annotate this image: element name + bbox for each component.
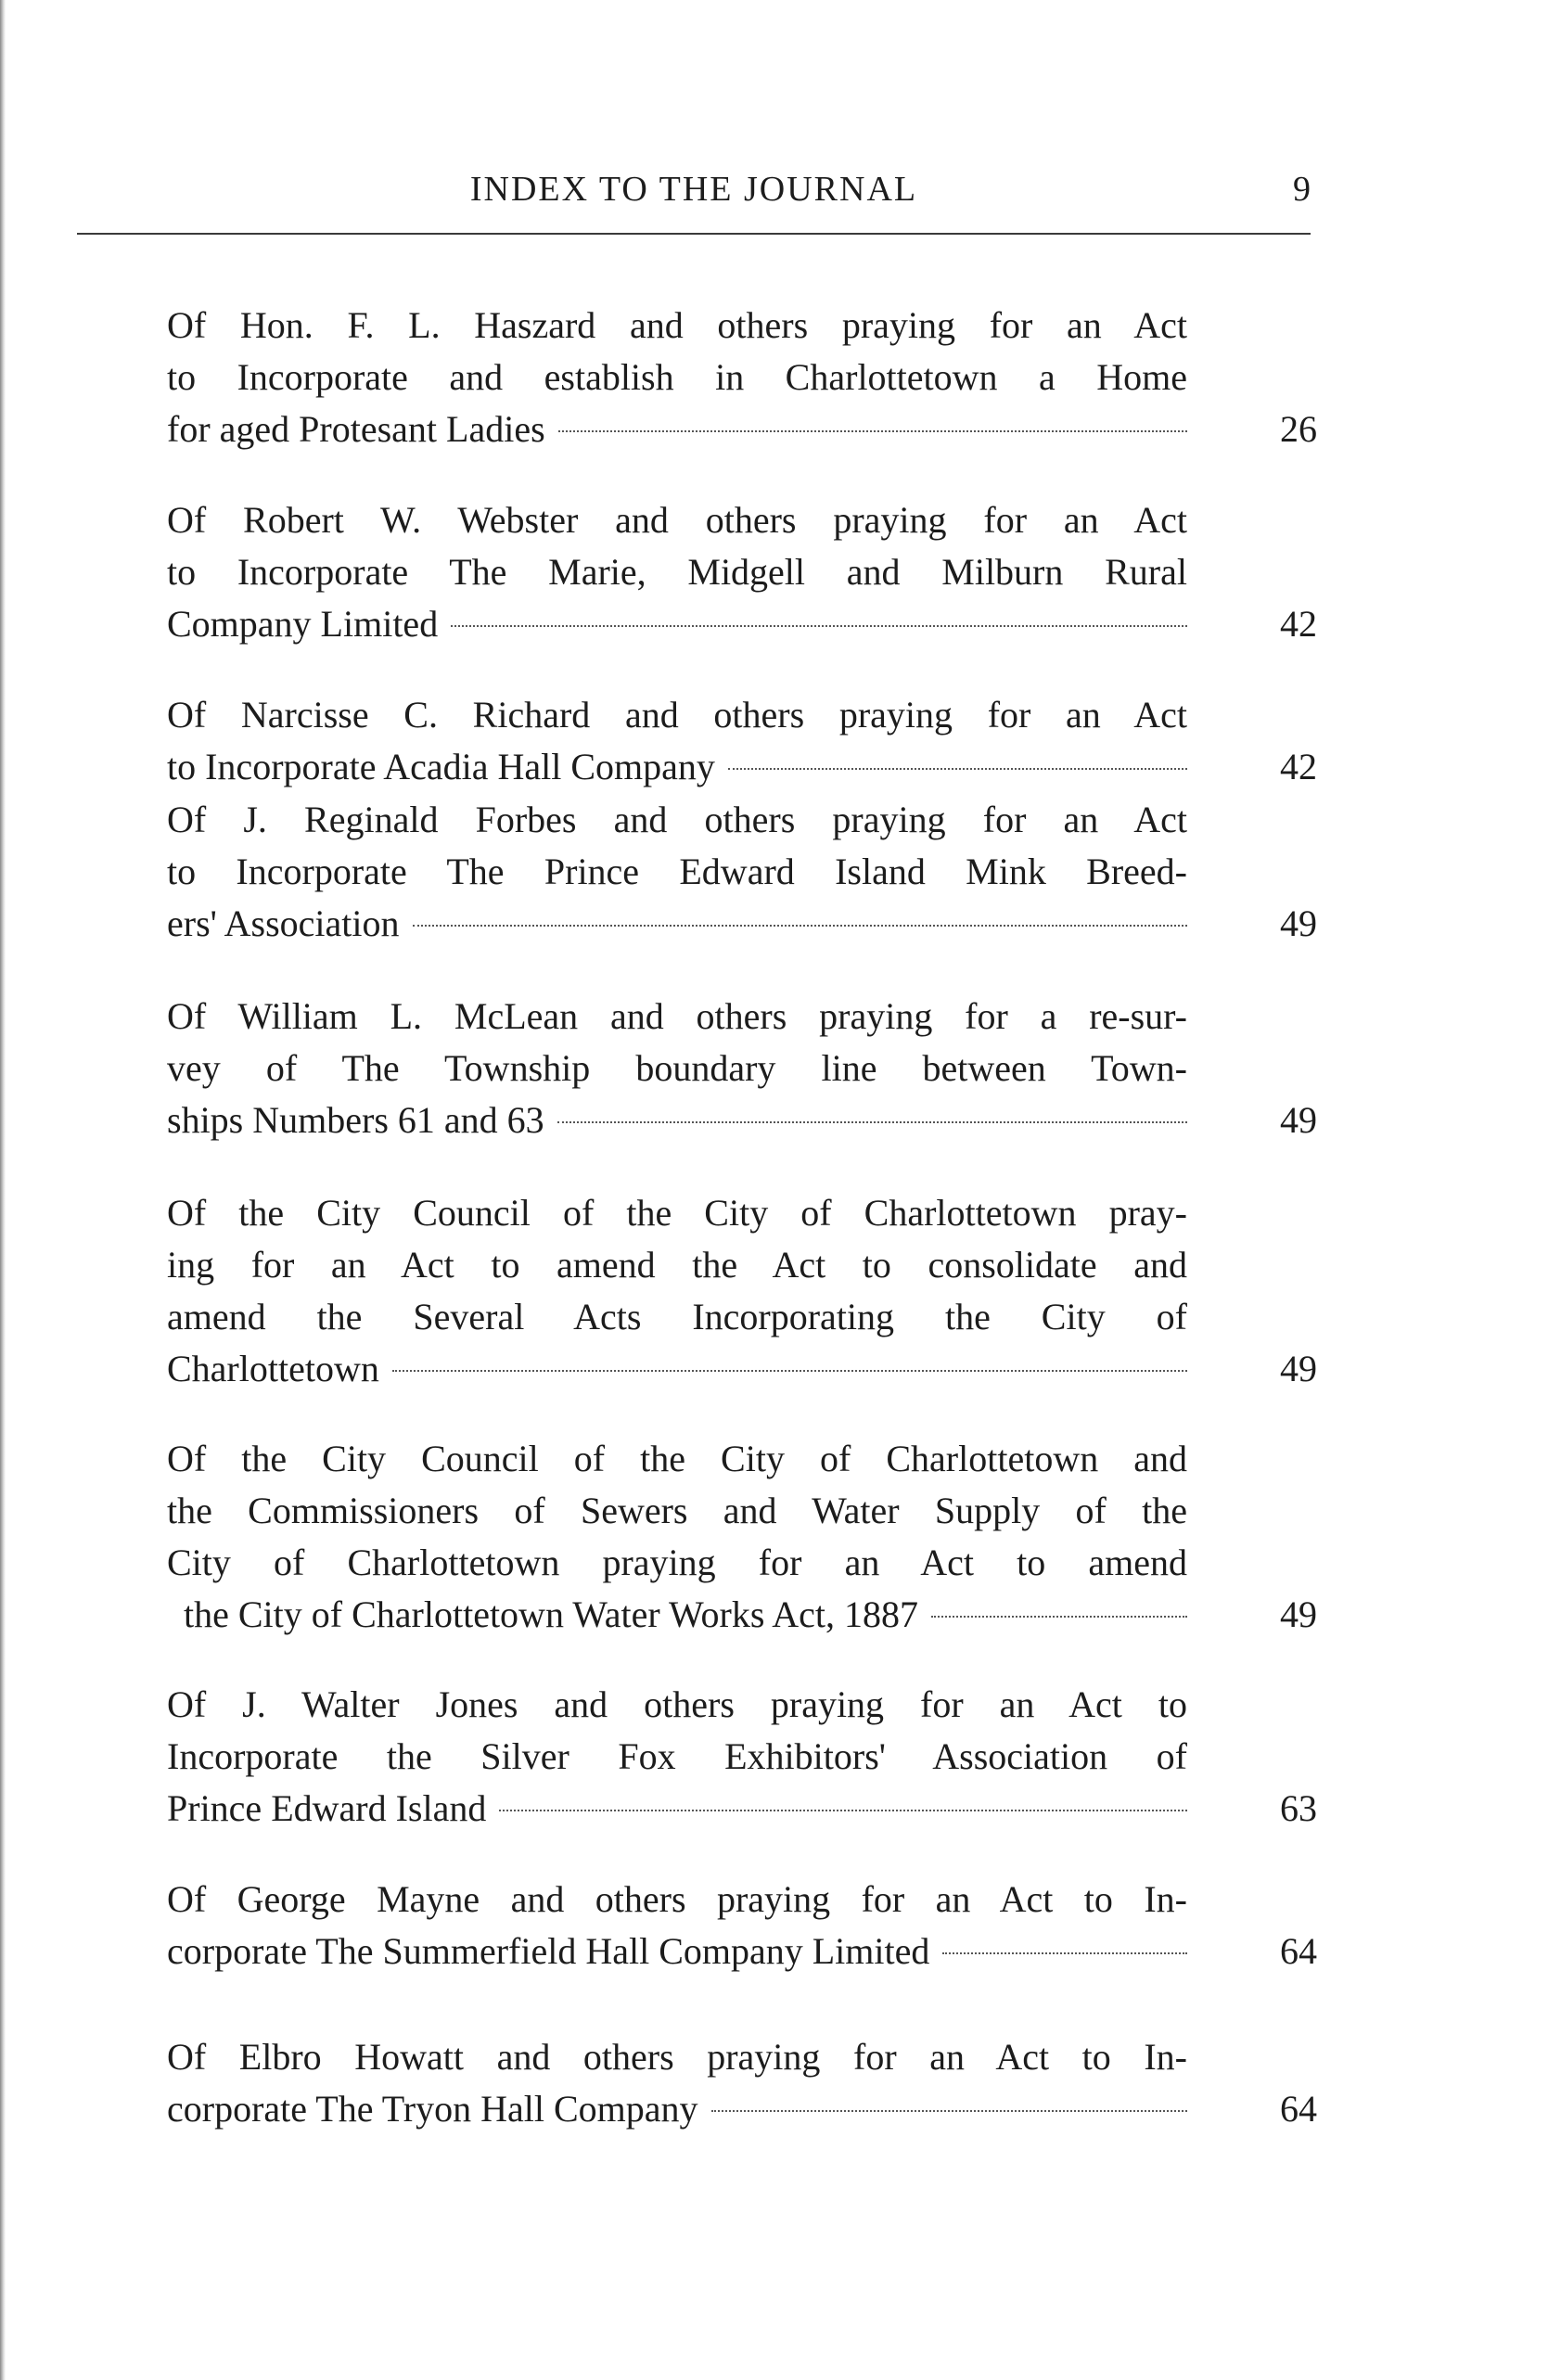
entry-line: Of J. Reginald Forbes and others praying for an Act (167, 799, 1187, 840)
dot-leader (392, 1370, 1187, 1372)
dot-leader (413, 925, 1187, 927)
entry-line: Of Narcisse C. Richard and others praying for an Act (167, 694, 1187, 736)
entry-line: Of Hon. F. L. Haszard and others praying for an Act (167, 304, 1187, 346)
entry-line: Prince Edward Island (167, 1787, 487, 1829)
dot-leader (451, 625, 1187, 627)
entry-page-number: 63 (1280, 1787, 1317, 1829)
entry-last-line (167, 2083, 1187, 2135)
entry-line: to Incorporate and establish in Charlottetown a Home (167, 356, 1187, 398)
entry-page-number: 64 (1280, 1930, 1317, 1972)
entry-line: Charlottetown (167, 1348, 379, 1389)
entry-last-line (167, 741, 1187, 793)
entry-line: ers' Association (167, 902, 400, 944)
entry-page-number: 49 (1280, 902, 1317, 944)
entry-line: Incorporate the Silver Fox Exhibitors' Association of (167, 1735, 1187, 1777)
entry-line: corporate The Tryon Hall Company (167, 2088, 698, 2130)
entry-line: to Incorporate The Marie, Midgell and Milburn Rural (167, 551, 1187, 593)
running-header (77, 169, 1311, 224)
entry-last-line (167, 1094, 1187, 1146)
dot-leader (942, 1952, 1187, 1954)
entry-page-number: 64 (1280, 2088, 1317, 2130)
dot-leader (557, 1121, 1187, 1123)
entry-line: Of Robert W. Webster and others praying for an Act (167, 499, 1187, 541)
entry-line: Of William L. McLean and others praying for a re-sur- (167, 995, 1187, 1037)
entry-page-number: 42 (1280, 746, 1317, 787)
entry-line: for aged Protesant Ladies (167, 408, 545, 450)
entry-line: vey of The Township boundary line between Town- (167, 1047, 1187, 1089)
entry-last-line (167, 403, 1187, 455)
entry-line: corporate The Summerfield Hall Company Limited (167, 1930, 930, 1972)
entry-line: amend the Several Acts Incorporating the City of (167, 1296, 1187, 1337)
entry-last-line (167, 1783, 1187, 1835)
entry-line: to Incorporate The Prince Edward Island Mink Breed- (167, 851, 1187, 892)
page-number: 9 (1293, 170, 1311, 209)
dot-leader (558, 430, 1187, 432)
header-rule (77, 233, 1311, 235)
running-title: INDEX TO THE JOURNAL (469, 170, 918, 209)
entry-last-line (184, 1589, 1187, 1641)
entry-last-line (167, 1926, 1187, 1977)
entry-line: the Commissioners of Sewers and Water Supply of the (167, 1490, 1187, 1531)
dot-leader (728, 768, 1187, 770)
entry-line: City of Charlottetown praying for an Act to amend (167, 1542, 1187, 1583)
entry-line: Company Limited (167, 603, 439, 645)
entry-page-number: 49 (1280, 1348, 1317, 1389)
entry-page-number: 49 (1280, 1099, 1317, 1141)
entry-last-line (167, 1343, 1187, 1395)
entry-line: ing for an Act to amend the Act to consolidate and (167, 1244, 1187, 1286)
entry-line: to Incorporate Acadia Hall Company (167, 746, 715, 787)
entry-line: Of Elbro Howatt and others praying for an Act to In- (167, 2036, 1187, 2078)
entry-page-number: 49 (1280, 1593, 1317, 1635)
entry-page-number: 42 (1280, 603, 1317, 645)
entry-line: the City of Charlottetown Water Works Act, 1887 (184, 1593, 918, 1635)
dot-leader (711, 2110, 1187, 2112)
entry-line: Of the City Council of the City of Charlottetown pray- (167, 1192, 1187, 1234)
page-left-edge-shadow (0, 0, 6, 2380)
entry-last-line (167, 598, 1187, 650)
entry-line: Of George Mayne and others praying for an Act to In- (167, 1878, 1187, 1920)
dot-leader (499, 1810, 1187, 1811)
entry-line: Of J. Walter Jones and others praying for an Act to (167, 1683, 1187, 1725)
entry-line: Of the City Council of the City of Charlottetown and (167, 1438, 1187, 1479)
entry-line: ships Numbers 61 and 63 (167, 1099, 544, 1141)
entry-last-line (167, 898, 1187, 950)
dot-leader (931, 1616, 1187, 1618)
entry-page-number: 26 (1280, 408, 1317, 450)
